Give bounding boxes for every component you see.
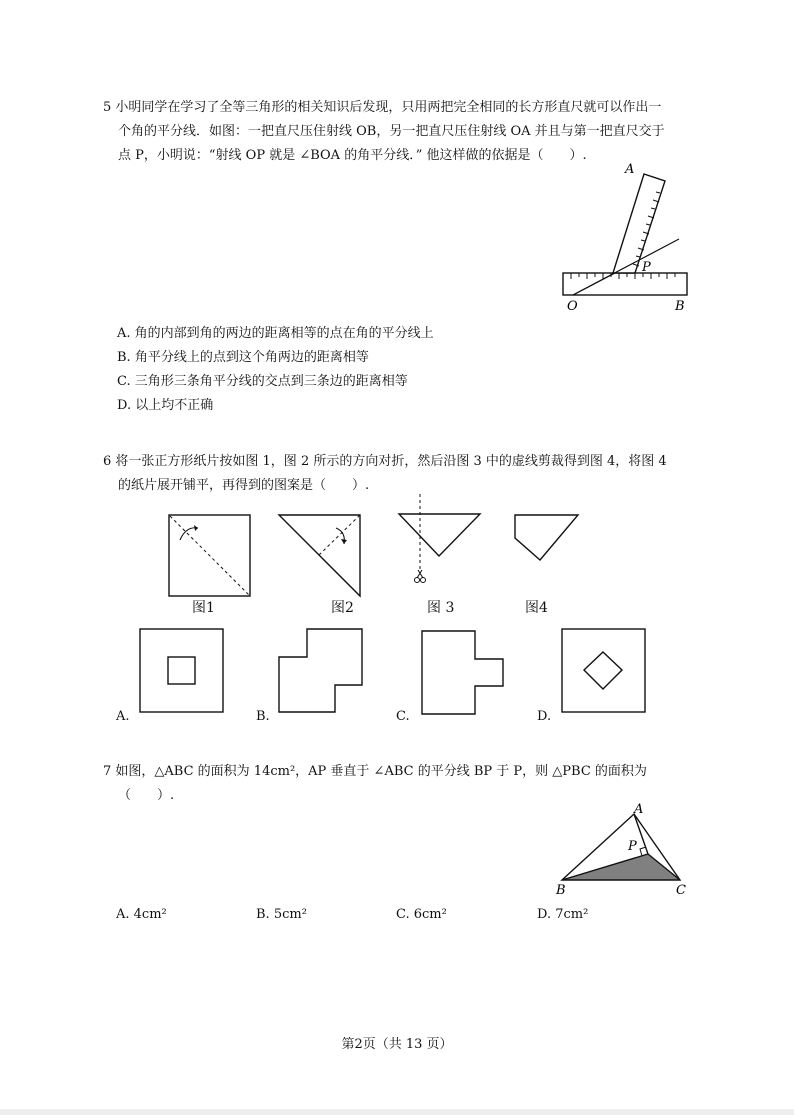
shaded-triangle-pbc bbox=[562, 854, 680, 880]
fig1-label: 图1 bbox=[192, 600, 215, 616]
q6-option-a[interactable]: A. bbox=[116, 709, 130, 724]
q6-line2: 的纸片展开铺平，再得到的图案是（ ）. bbox=[118, 478, 370, 493]
label-c: C bbox=[676, 883, 686, 898]
q7-option-d[interactable]: D. 7cm² bbox=[537, 907, 589, 922]
label-p: P bbox=[642, 260, 651, 275]
q5-line2: 个角的平分线．如图：一把直尺压住射线 OB，另一把直尺压住射线 OA 并且与第一把直尺交于 bbox=[118, 124, 665, 139]
fold-figure-3 bbox=[396, 492, 486, 592]
q6-option-a-figure[interactable] bbox=[139, 628, 225, 714]
label-b: B bbox=[675, 299, 685, 314]
q6-option-d[interactable]: D. bbox=[537, 709, 552, 724]
fig4-label: 图4 bbox=[525, 600, 548, 616]
fold-figure-1 bbox=[168, 514, 252, 598]
q6-option-c[interactable]: C. bbox=[396, 709, 410, 724]
q7-triangle-figure bbox=[552, 802, 692, 898]
q5-ruler-figure bbox=[555, 162, 695, 315]
q6-option-b-figure[interactable] bbox=[278, 628, 364, 714]
fig2-label: 图2 bbox=[331, 600, 354, 616]
q5-option-b[interactable]: B. 角平分线上的点到这个角两边的距离相等 bbox=[117, 350, 369, 365]
label-o: O bbox=[567, 299, 578, 314]
label-p: P bbox=[628, 839, 637, 854]
label-a: A bbox=[634, 802, 644, 817]
q6-option-c-figure[interactable] bbox=[421, 630, 507, 716]
q5-option-a[interactable]: A. 角的内部到角的两边的距离相等的点在角的平分线上 bbox=[117, 326, 434, 341]
q7-option-c[interactable]: C. 6cm² bbox=[396, 907, 447, 922]
fold-figure-2 bbox=[278, 514, 364, 600]
q7-line2: （ ）. bbox=[118, 788, 175, 803]
bottom-bar bbox=[0, 1109, 794, 1115]
q7-option-a[interactable]: A. 4cm² bbox=[116, 907, 167, 922]
tilted-ruler bbox=[613, 174, 665, 273]
horizontal-ruler bbox=[563, 273, 687, 295]
fold-figure-4 bbox=[512, 512, 582, 564]
label-a: A bbox=[625, 162, 635, 177]
q6-line1: 6 将一张正方形纸片按如图 1，图 2 所示的方向对折，然后沿图 3 中的虚线剪裁得到图 4，将图 4 bbox=[103, 454, 667, 469]
q6-option-d-figure[interactable] bbox=[561, 628, 647, 714]
q7-line1: 7 如图，△ABC 的面积为 14cm²，AP 垂直于 ∠ABC 的平分线 BP 于 P，则 △PBC 的面积为 bbox=[103, 764, 647, 779]
page-footer: 第2页（共 13 页） bbox=[341, 1037, 453, 1052]
q6-option-b[interactable]: B. bbox=[256, 709, 270, 724]
q5-option-d[interactable]: D. 以上均不正确 bbox=[117, 398, 214, 413]
fig3-label: 图 3 bbox=[427, 600, 455, 616]
q5-option-c[interactable]: C. 三角形三条角平分线的交点到三条边的距离相等 bbox=[117, 374, 408, 389]
q5-line3: 点 P，小明说：“射线 OP 就是 ∠BOA 的角平分线．” 他这样做的依据是（ ）. bbox=[118, 148, 587, 163]
q5-line1: 5 小明同学在学习了全等三角形的相关知识后发现，只用两把完全相同的长方形直尺就可以作出一 bbox=[103, 100, 662, 115]
label-b: B bbox=[556, 883, 566, 898]
q7-option-b[interactable]: B. 5cm² bbox=[256, 907, 307, 922]
